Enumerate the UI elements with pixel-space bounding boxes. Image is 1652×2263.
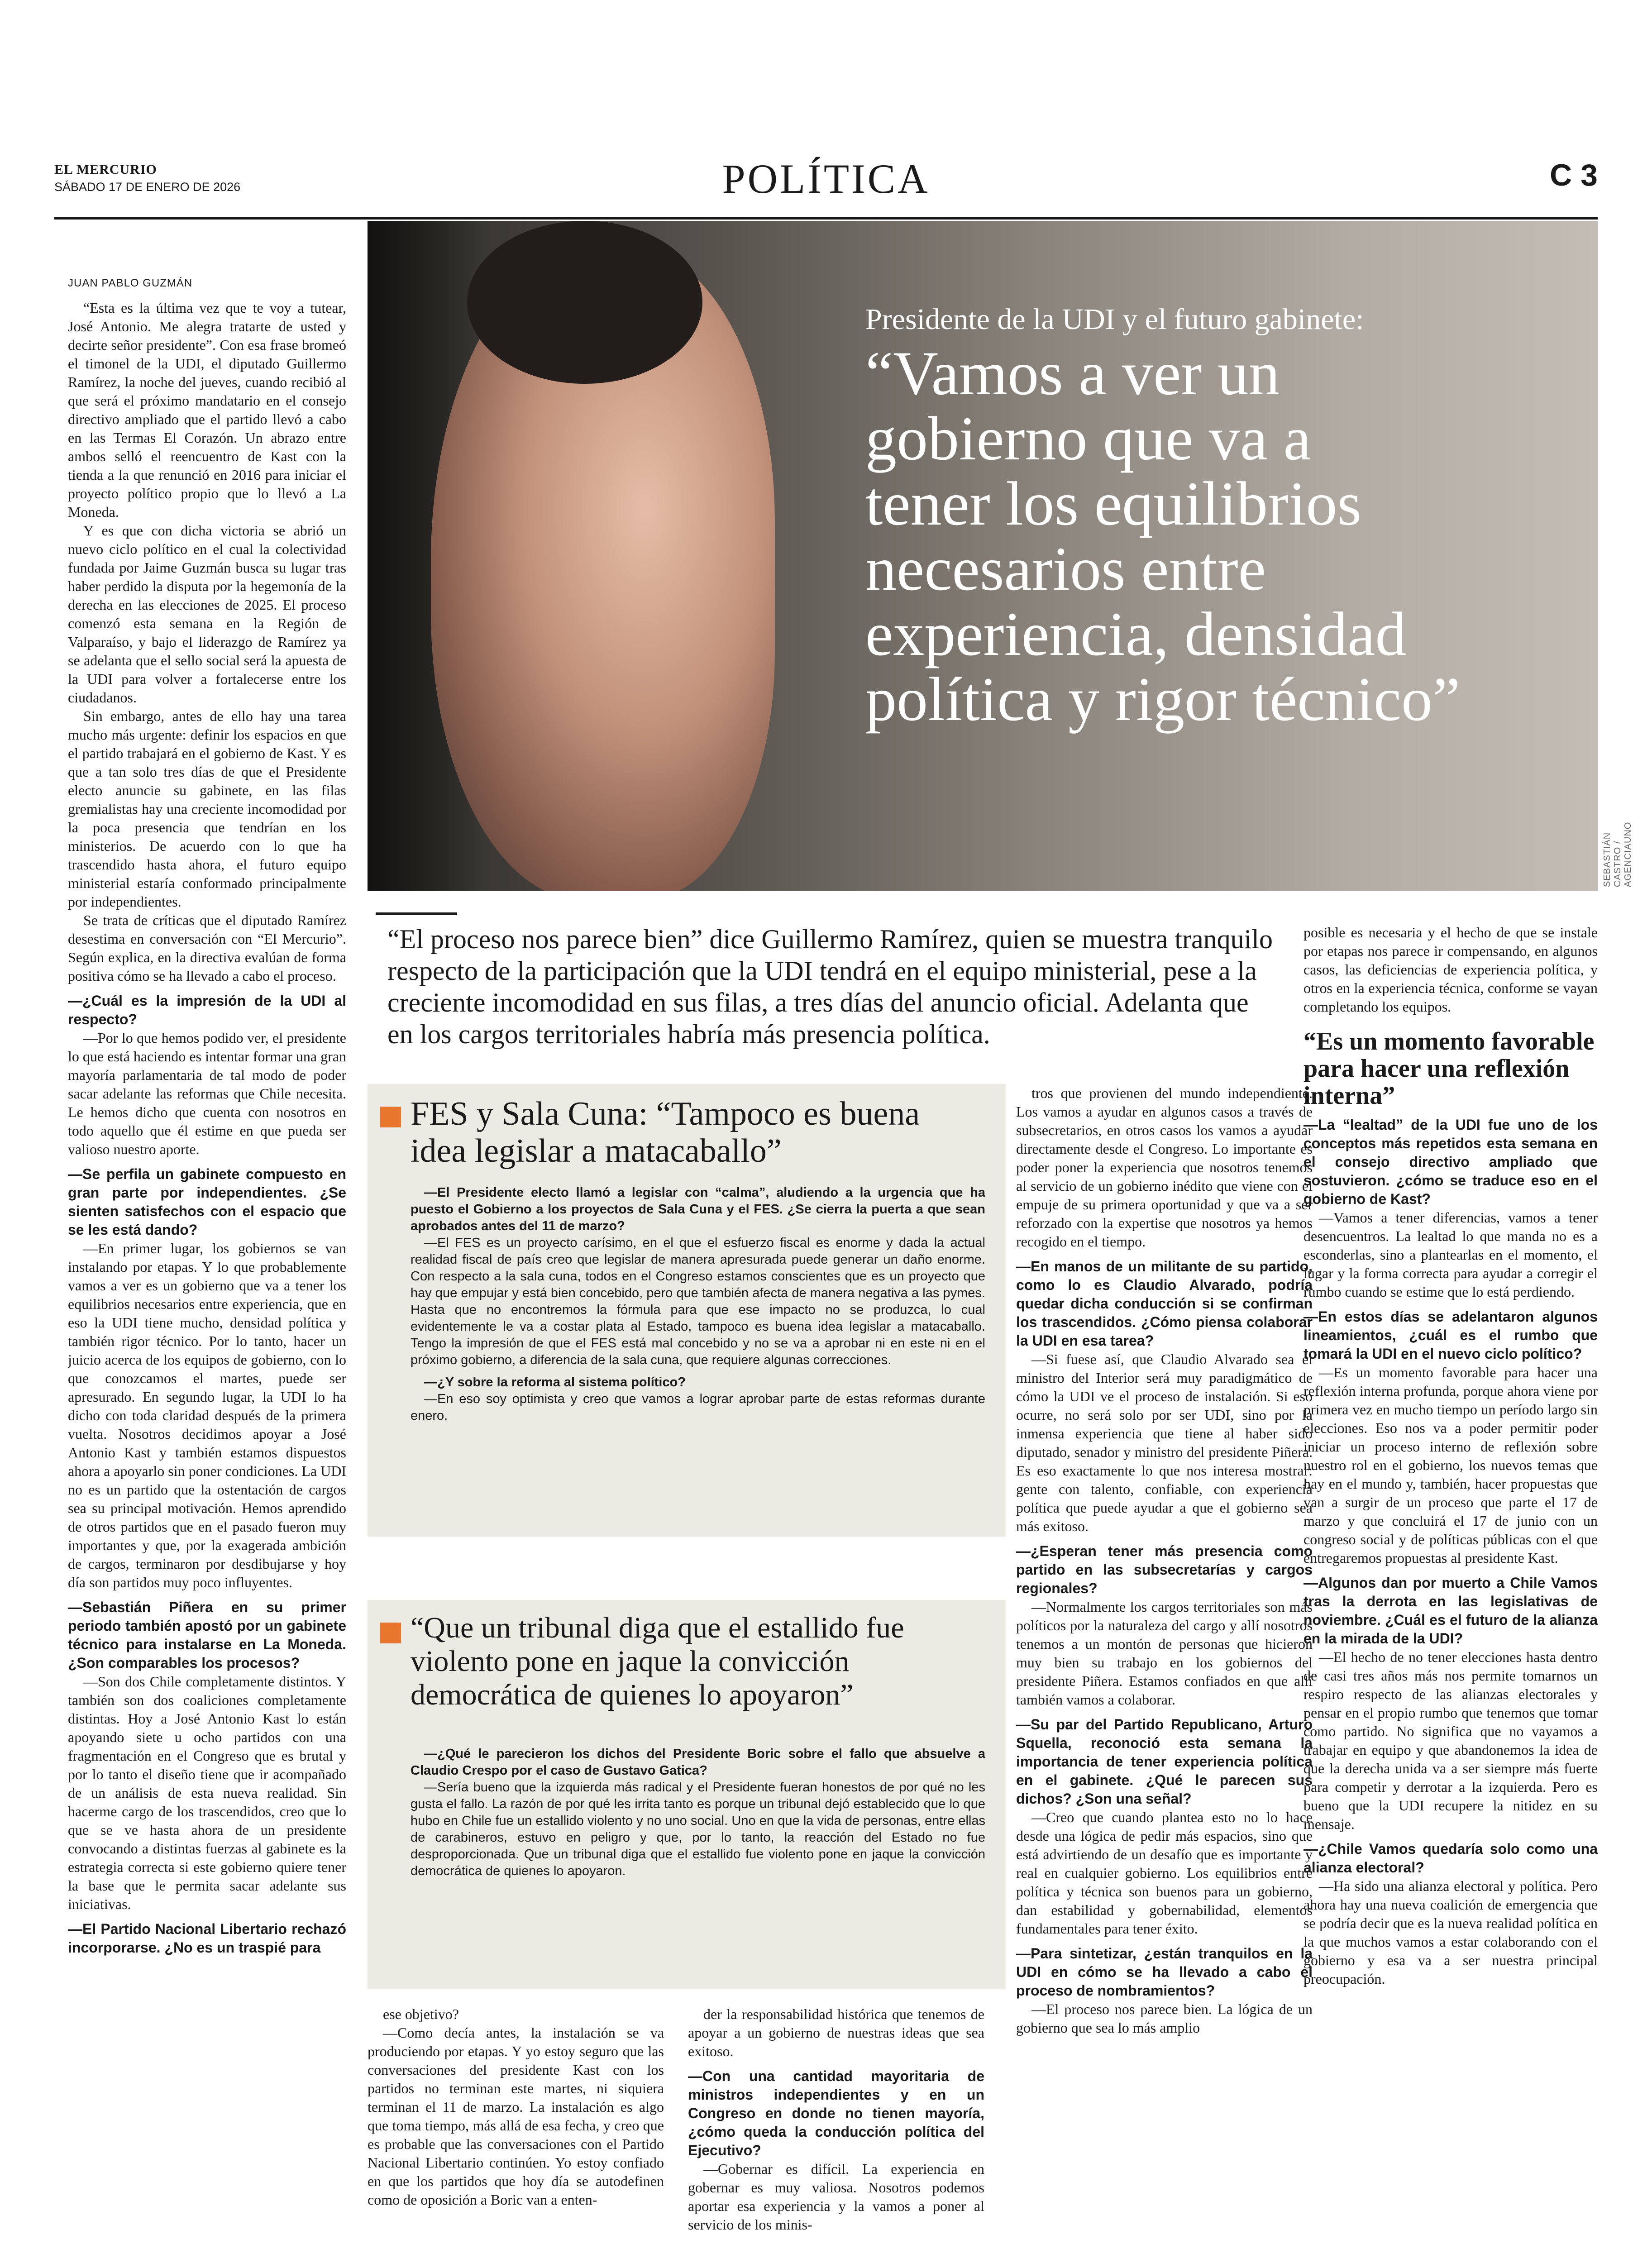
paragraph: Sin embargo, antes de ello hay una tarea mucho más urgente: definir los espacios en que el partido trabajará en el gobierno de Kast. Y es que a tan solo tres días de que el Presidente electo anuncie su gabinete, en las filas gremialistas hay una creciente incomodidad por la poca presencia que tendrían en los ministerios. De acuerdo con lo que ha trascendido hasta ahora, el futuro equipo ministerial estaría conformado principalmente por independientes.	[68, 708, 346, 910]
paragraph: Se trata de críticas que el diputado Ramírez desestima en conversación con “El Mercurio”. Según explica, en la directiva evalúan de forma positiva cómo se ha llevado a cabo el proceso.	[68, 912, 346, 984]
article-column-3	[1016, 1084, 1313, 2261]
paragraph: —El proceso nos parece bien. La lógica de un gobierno que sea lo más amplio	[1016, 2001, 1313, 2036]
paragraph: tros que provienen del mundo independiente. Los vamos a ayudar en algunos casos a través de subsecretarios, en otros casos los vamos a ayudar directamente desde el Congreso. Lo importante es poder poner la experiencia que nosotros tenemos al servicio de un gobierno inédito que viene con el empuje de su primera oportunidad y que va a ser reforzado con la expertise que nosotros ya hemos recogido en el tiempo.	[1016, 1085, 1313, 1250]
paragraph: ese objetivo?	[383, 2006, 459, 2022]
paragraph: —Si fuese así, que Claudio Alvarado sea el ministro del Interior será muy paradigmático de cómo la UDI ve el proceso de instalación. Si eso ocurre, no será solo por ser UDI, sino por la inmensa experiencia que tiene al haber sido diputado, senador y ministro del presidente Piñera. Es eso exactamente lo que nos interesa mostrar: gente con talento, confiable, con experiencia política que puede ayudar a que el gobierno sea más exitoso.	[1016, 1351, 1313, 1534]
column-subhead: “Es un momento favorable para hacer una reflexión interna”	[1303, 1027, 1595, 1110]
paragraph: der la responsabilidad histórica que tenemos de apoyar a un gobierno de nuestras ideas que sea exitoso.	[688, 2006, 984, 2059]
interview-question: —En estos días se adelantaron algunos lineamientos, ¿cuál es el rumbo que tomará la UDI en el nuevo ciclo político?	[1303, 1308, 1598, 1362]
interview-question: —Sebastián Piñera en su primer periodo también apostó por un gabinete técnico para instalarse en La Moneda. ¿Son comparables los procesos?	[68, 1599, 346, 1671]
paragraph: —El hecho de no tener elecciones hasta dentro de casi tres años más nos permite tomarnos un respiro respecto de las alianzas electorales y pensar en el propio rumbo que tenemos que tomar como partido. No significa que no vayamos a trabajar en equipo y que abandonemos la idea de que la derecha unida va a ser siempre más fuerte para competir y derrotar a la izquierda. Pero es bueno que la UDI recupere la nitidez en su mensaje.	[1303, 1649, 1598, 1832]
headline-line: “Vamos a ver un	[865, 339, 1280, 408]
paragraph: —Gobernar es difícil. La experiencia en gobernar es muy valiosa. Nosotros podemos aportar esa experiencia y la vamos a poner al servicio de los minis-	[688, 2161, 984, 2233]
headline-quote	[865, 341, 1571, 732]
hero-photo	[368, 221, 1598, 891]
headline-line: gobierno que va a	[865, 404, 1311, 473]
article-column-b2	[688, 2005, 984, 2258]
article-deck: “El proceso nos parece bien” dice Guillermo Ramírez, quien se muestra tranquilo respecto de la participación que la UDI tendrá en el equipo ministerial, pese a la creciente incomodidad en sus filas, a tres días del anuncio oficial. Adelanta que en los cargos territoriales habría más presencia política.	[387, 924, 1273, 1049]
interview-question: —La “lealtad” de la UDI fue uno de los conceptos más repetidos esta semana en el consejo directivo ampliado que sostuvieron. ¿cómo se traduce eso en el gobierno de Kast?	[1303, 1117, 1598, 1207]
column-qa	[1303, 1116, 1598, 1988]
deck-rule	[376, 912, 457, 915]
paper-name: EL MERCURIO	[54, 162, 157, 177]
paragraph: —Son dos Chile completamente distintos. Y también son dos coaliciones completamente distintas. Hoy a José Antonio Kast lo están apoyando siete u ocho partidos con una fragmentación en el Congreso que es brutal y por lo tanto el diseño tiene que ir acompañado de un análisis de esta nueva realidad. Sin hacerme cargo de los trascendidos, creo que lo que se ve hasta ahora de un presidente convocando a distintas fuerzas al gabinete es la estrategia correcta si este gobierno quiere tener la base que le permita sacar adelante sus iniciativas.	[68, 1673, 346, 1912]
interview-question: —Su par del Partido Republicano, Arturo Squella, reconoció esta semana la importancia de tener experiencia política en el gabinete. ¿Qué le parecen sus dichos? ¿Son una señal?	[1016, 1716, 1313, 1807]
interview-question: —En manos de un militante de su partido, como lo es Claudio Alvarado, podría quedar dicha conducción si se confirman los trascendidos. ¿Cómo piensa colaborar la UDI en esa tarea?	[1016, 1258, 1313, 1349]
headline-kicker: Presidente de la UDI y el futuro gabinete:	[865, 303, 1364, 336]
masthead	[54, 154, 1598, 220]
headline-line: tener los equilibrios	[865, 469, 1362, 538]
photo-credit: SEBASTIÁN CASTRO / AGENCIAUNO	[1602, 821, 1633, 887]
interview-question: —El Partido Nacional Libertario rechazó incorporarse. ¿No es un traspié para	[68, 1921, 346, 1956]
paragraph: Y es que con dicha victoria se abrió un nuevo ciclo político en el cual la colectividad fundada por Jaime Guzmán busca su lugar tras haber perdido la disputa por la hegemonía de la derecha en las elecciones de 2025. El proceso comenzó esta semana en la Región de Valparaíso, y bajo el liderazgo de Ramírez ya se adelanta que el sello social será la apuesta de la UDI para volver a fortalecerse entre los ciudadanos.	[68, 522, 346, 706]
inset-box-tribunal	[368, 1600, 1006, 1989]
box-body	[411, 1179, 985, 1532]
issue-date: SÁBADO 17 DE ENERO DE 2026	[54, 180, 241, 194]
interview-question: —¿Chile Vamos quedaría solo como una alianza electoral?	[1303, 1841, 1598, 1876]
paragraph: —El FES es un proyecto carísimo, en el que el esfuerzo fiscal es enorme y dada la actual realidad fiscal de país creo que legislar de manera apresurada puede generar un daño enorme. Con respecto a la sala cuna, todos en el Congreso estamos conscientes que es un proyecto que hay que empujar y está bien concebido, pero que también afecta de manera negativa a las pymes. Hasta que no encontremos la fórmula para que ese impacto no se produzca, lo cual evidentemente le va a costar plata al Estado, tampoco es buena idea legislar a matacaballo. Tengo la impresión de que el FES está mal concebido y no se va a aprobar ni en este ni en el próximo gobierno, a diferencia de la sala cuna, que requiere algunas correcciones.	[411, 1236, 985, 1367]
paragraph: —En eso soy optimista y creo que vamos a lograr aprobar parte de estas reformas durante enero.	[411, 1392, 985, 1423]
interview-question: —¿Y sobre la reforma al sistema político?	[424, 1375, 686, 1389]
interview-question: —¿Cuál es la impresión de la UDI al respecto?	[68, 993, 346, 1027]
column-lead: posible es necesaria y el hecho de que se instale por etapas nos parece ir compensando, en algunos casos, las deficiencias de experiencia política, y otros en la experiencia técnica, conforme se vayan completando los equipos.	[1303, 924, 1598, 1015]
paragraph: “Esta es la última vez que te voy a tutear, José Antonio. Me alegra tratarte de usted y decirte señor presidente”. Con esa frase bromeó el timonel de la UDI, el diputado Guillermo Ramírez, la noche del jueves, cuando recibió al que será el próximo mandatario en el consejo directivo ampliado que el partido llevó a cabo en las Termas El Corazón. Un abrazo entre ambos selló el reencuentro de Kast con la tienda a la que renunció en 2016 para iniciar el proyecto político propio que lo llevó a La Moneda.	[68, 300, 346, 520]
box-title: “Que un tribunal diga que el estallido fue violento pone en jaque la convicción democrática de quienes lo apoyaron”	[411, 1611, 904, 1711]
paragraph: —Como decía antes, la instalación se va produciendo por etapas. Y yo estoy seguro que las conversaciones del presidente Kast con los partidos no terminan este martes, ni siquiera terminan el 11 de marzo. La instalación es algo que toma tiempo, más allá de esa fecha, y creo que es probable que las conversaciones con el Partido Nacional Libertario continúen. Yo estoy confiado en que los partidos que hoy día se autodefinen como de oposición a Boric van a enten-	[368, 2024, 664, 2208]
interview-question: —Para sintetizar, ¿están tranquilos en la UDI en cómo se ha llevado a cabo el proceso de nombramientos?	[1016, 1945, 1313, 1999]
interview-question: —Algunos dan por muerto a Chile Vamos tras la derrota en las legislativas de noviembre. ¿Cuál es el futuro de la alianza en la mirada de la UDI?	[1303, 1575, 1598, 1647]
interview-question: —El Presidente electo llamó a legislar con “calma”, aludiendo a la urgencia que ha puesto el Gobierno a los proyectos de Sala Cuna y el FES. ¿Se cierra la puerta a que sean aprobados antes del 11 de marzo?	[411, 1185, 985, 1233]
paragraph: —Es un momento favorable para hacer una reflexión interna profunda, porque ahora viene por primera vez en mucho tiempo un período largo sin elecciones. Eso nos va a poder permitir poder iniciar un proceso interno de reflexión sobre nuestro rol en el gobierno, los nuevos temas que hay en el mundo y, también, hacer propuestas que van a surgir de un proceso que parte el 17 de marzo y que concluirá el 17 de junio con un congreso social y de políticas públicas con el que entregaremos propuestas al presidente Kast.	[1303, 1364, 1598, 1566]
byline: JUAN PABLO GUZMÁN	[68, 277, 193, 289]
orange-square-icon	[380, 1107, 401, 1127]
interview-question: —¿Qué le parecieron los dichos del Presidente Boric sobre el fallo que absuelve a Claudio Crespo por el caso de Gustavo Gatica?	[411, 1747, 985, 1778]
paragraph: —Ha sido una alianza electoral y política. Pero ahora hay una nueva coalición de emergencia que se podría decir que es la nueva realidad política en la que muchos vamos a estar colaborando con el gobierno y esa va a ser nuestra principal preocupación.	[1303, 1878, 1598, 1987]
interview-question: —Con una cantidad mayoritaria de ministros independientes y en un Congreso en donde no tienen mayoría, ¿cómo queda la conducción política del Ejecutivo?	[688, 2068, 984, 2158]
paragraph: —Normalmente los cargos territoriales son más políticos por la naturaleza del cargo y allí nosotros tenemos a un montón de personas que hicieron muy bien su trabajo en los gobiernos del presidente Piñera. Estamos confiados en que allí también vamos a colaborar.	[1016, 1599, 1313, 1708]
section-title: POLÍTICA	[722, 156, 930, 202]
headline-line: política y rigor técnico”	[865, 664, 1461, 734]
paragraph: —Sería bueno que la izquierda más radical y el Presidente fueran honestos de por qué no les gusta el fallo. La razón de por qué les irrita tanto es porque un tribunal dejó establecido que lo que hubo en Chile fue un estallido violento y no uno social. Uno en que la vida de personas, entre ellas de carabineros, estuvo en peligro y que, por lo tanto, la reacción del Estado no fue desproporcionada. Que un tribunal diga que el estallido fue violento pone en jaque la convicción democrática de quienes lo apoyaron.	[411, 1780, 985, 1878]
interview-question: —Se perfila un gabinete compuesto en gran parte por independientes. ¿Se sienten satisfechos con el espacio que se les está dando?	[68, 1166, 346, 1238]
paragraph: —En primer lugar, los gobiernos se van instalando por etapas. Y lo que probablemente vamos a ver es un gobierno que va a tener los equilibrios necesarios entre experiencia, que en eso la UDI tiene mucho, densidad política y también rigor técnico. Por lo tanto, hacer un juicio acerca de los equipos de gobierno, con lo que conozcamos el martes, puede ser apresurado. En segundo lugar, la UDI lo ha dicho con toda claridad después de la primera vuelta. Nosotros decidimos apoyar a José Antonio Kast y también estamos dispuestos ahora a apoyarlo sin poner condiciones. La UDI no es un partido que la ostentación de cargos sea su principal motivación. Hemos aprendido de otros partidos que en el pasado fueron muy importantes y que, por la exagerada ambición de cargos, terminaron por desdibujarse y hoy día son partidos muy poco influyentes.	[68, 1240, 346, 1590]
box-title: FES y Sala Cuna: “Tampoco es buena idea legislar a matacaballo”	[411, 1095, 920, 1170]
page-number: C 3	[1550, 158, 1598, 192]
headline-line: experiencia, densidad	[865, 599, 1407, 668]
headline-line: necesarios entre	[865, 534, 1266, 603]
inset-box-fes	[368, 1084, 1006, 1537]
article-column-1	[68, 299, 346, 2263]
paragraph: —Por lo que hemos podido ver, el presidente lo que está haciendo es intentar formar una gran mayoría parlamentaria de tal modo de poder sacar adelante las reformas que Chile necesita. Le hemos dicho que cuenta con nosotros en todo aquello que él estime en que pueda ser valioso nuestro aporte.	[68, 1030, 346, 1157]
article-column-4	[1303, 923, 1598, 2263]
interview-question: —¿Esperan tener más presencia como partido en las subsecretarías y cargos regionales?	[1016, 1543, 1313, 1596]
portrait-hair	[467, 221, 702, 384]
article-column-b1	[368, 2005, 664, 2258]
orange-square-icon	[380, 1623, 401, 1643]
paragraph: —Creo que cuando plantea esto no lo hace desde una lógica de pedir más espacios, sino que está advirtiendo de un desafío que es importante y real en cualquier gobierno. Los equilibrios entre política y técnica son buenos para un gobierno, dan estabilidad y gobernabilidad, elementos fundamentales para tener éxito.	[1016, 1809, 1313, 1937]
box-body	[411, 1740, 985, 1985]
paragraph: —Vamos a tener diferencias, vamos a tener desencuentros. La lealtad lo que manda no es a esconderlas, sino a plantearlas en el momento, el lugar y la forma correcta para ayudar a corregir el rumbo cuando se estime que lo está perdiendo.	[1303, 1209, 1598, 1300]
